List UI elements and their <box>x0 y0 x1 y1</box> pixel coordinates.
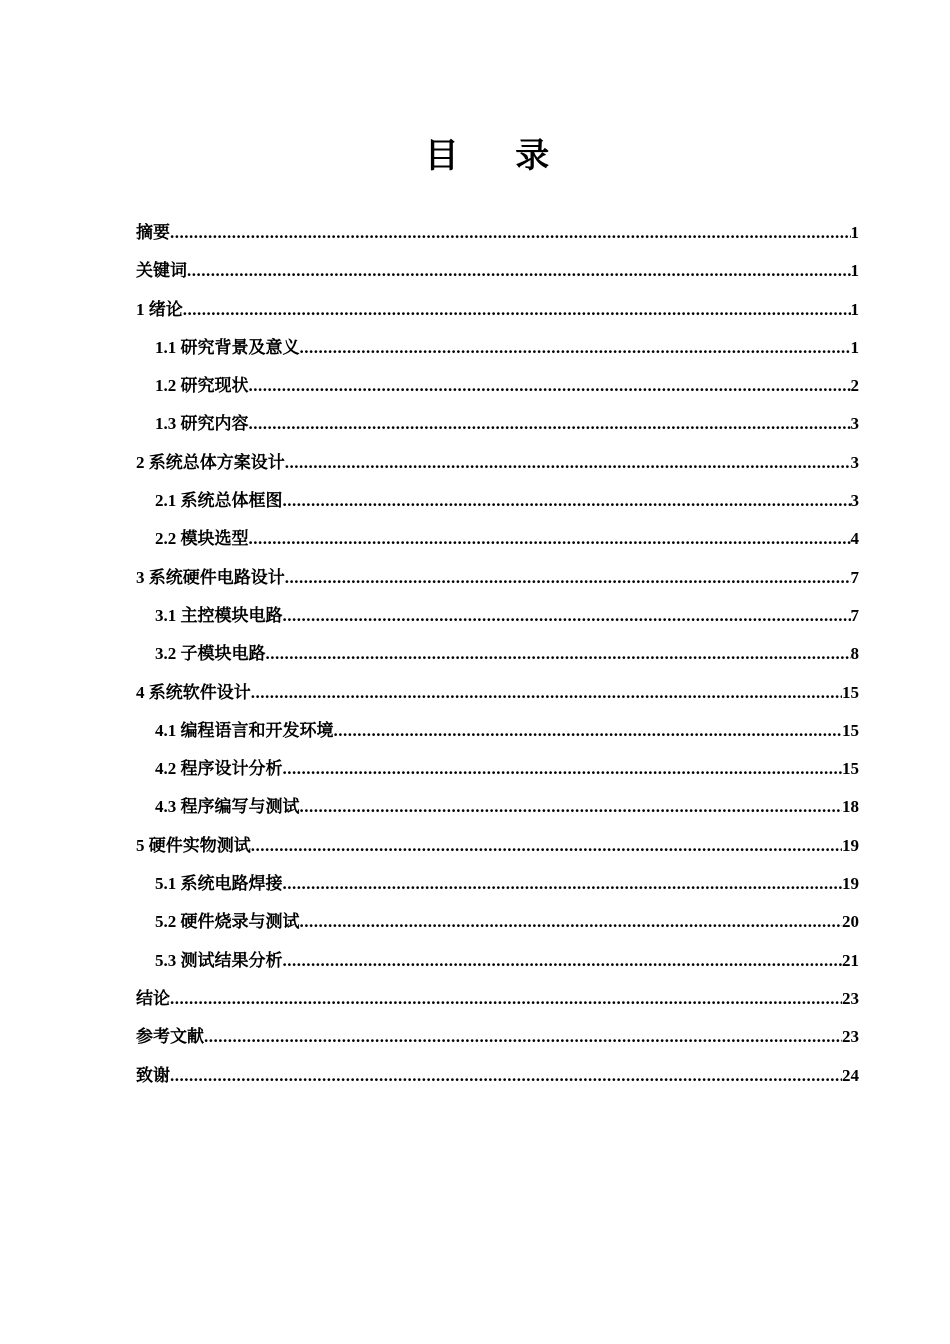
toc-entry-page: 19 <box>842 835 859 855</box>
toc-entry-page: 8 <box>850 644 859 664</box>
toc-entry[interactable] <box>136 482 859 520</box>
toc-entry[interactable] <box>136 252 859 290</box>
toc-entry-label: 4.2 程序设计分析 <box>155 759 283 779</box>
toc-dot-leader <box>204 1018 842 1056</box>
toc-entry-label: 结论 <box>136 988 170 1008</box>
toc-entry-page: 4 <box>850 529 859 549</box>
toc-entry-page: 15 <box>842 682 859 702</box>
toc-entry[interactable] <box>136 367 859 405</box>
toc-entry-page: 1 <box>850 223 859 242</box>
toc-entry[interactable] <box>136 827 859 865</box>
toc-entry-page: 7 <box>850 567 859 587</box>
toc-entry-page: 23 <box>842 988 859 1008</box>
toc-entry-page: 15 <box>842 720 859 740</box>
toc-entry-page: 18 <box>842 797 859 817</box>
toc-entry[interactable] <box>136 674 859 712</box>
toc-entry-label: 1 绪论 <box>136 299 183 319</box>
toc-entry-label: 5.1 系统电路焊接 <box>155 874 283 894</box>
toc-entry[interactable] <box>136 865 859 903</box>
toc-dot-leader <box>266 635 851 673</box>
toc-entry[interactable] <box>136 1057 859 1095</box>
toc-entry[interactable] <box>136 291 859 329</box>
table-of-contents <box>136 214 859 1095</box>
toc-dot-leader <box>187 252 851 290</box>
toc-entry[interactable] <box>136 635 859 673</box>
toc-dot-leader <box>283 865 843 903</box>
toc-dot-leader <box>283 482 851 520</box>
toc-entry-label: 4 系统软件设计 <box>136 682 251 702</box>
toc-dot-leader <box>283 597 851 635</box>
toc-dot-leader <box>183 291 851 329</box>
toc-entry[interactable] <box>136 903 859 941</box>
page-title: 目 录 <box>424 138 574 175</box>
toc-entry[interactable] <box>136 405 859 443</box>
toc-dot-leader <box>251 827 842 865</box>
toc-entry-page: 23 <box>842 1027 859 1047</box>
toc-entry[interactable] <box>136 788 859 826</box>
toc-entry-label: 1.2 研究现状 <box>155 376 249 396</box>
toc-entry[interactable] <box>136 214 859 252</box>
toc-dot-leader <box>300 329 851 367</box>
toc-dot-leader <box>249 367 851 405</box>
toc-entry-label: 4.1 编程语言和开发环境 <box>155 720 334 740</box>
toc-entry-label: 5.2 硬件烧录与测试 <box>155 912 300 932</box>
toc-entry-label: 3.2 子模块电路 <box>155 644 266 664</box>
toc-entry-label: 关键词 <box>136 261 187 281</box>
toc-entry[interactable] <box>136 329 859 367</box>
toc-entry-label: 3 系统硬件电路设计 <box>136 567 285 587</box>
toc-entry-page: 15 <box>842 759 859 779</box>
toc-entry-page: 20 <box>842 912 859 932</box>
toc-entry-label: 致谢 <box>136 1065 170 1085</box>
toc-entry[interactable] <box>136 520 859 558</box>
toc-entry-label: 2.1 系统总体框图 <box>155 491 283 511</box>
toc-entry-label: 1.3 研究内容 <box>155 414 249 434</box>
toc-entry-label: 4.3 程序编写与测试 <box>155 797 300 817</box>
toc-entry-page: 7 <box>850 605 859 625</box>
toc-entry-page: 3 <box>850 452 859 472</box>
toc-dot-leader <box>300 903 843 941</box>
toc-dot-leader <box>285 559 851 597</box>
toc-entry-page: 3 <box>850 491 859 511</box>
toc-dot-leader <box>300 788 843 826</box>
toc-entry[interactable] <box>136 559 859 597</box>
toc-dot-leader <box>283 750 843 788</box>
toc-entry[interactable] <box>136 597 859 635</box>
toc-dot-leader <box>249 405 851 443</box>
toc-dot-leader <box>285 444 851 482</box>
toc-dot-leader <box>170 1057 842 1095</box>
toc-entry-page: 1 <box>850 299 859 319</box>
toc-entry-page: 2 <box>850 376 859 396</box>
toc-dot-leader <box>249 520 851 558</box>
toc-dot-leader <box>283 942 843 980</box>
toc-dot-leader <box>334 712 843 750</box>
toc-entry-label: 参考文献 <box>136 1027 204 1047</box>
toc-entry[interactable] <box>136 1018 859 1056</box>
toc-dot-leader <box>170 214 851 252</box>
toc-entry-page: 19 <box>842 874 859 894</box>
toc-entry-label: 2 系统总体方案设计 <box>136 452 285 472</box>
toc-entry[interactable] <box>136 942 859 980</box>
toc-entry-label: 摘要 <box>136 223 170 242</box>
toc-dot-leader <box>170 980 842 1018</box>
toc-entry-label: 1.1 研究背景及意义 <box>155 337 300 357</box>
toc-entry[interactable] <box>136 750 859 788</box>
toc-entry[interactable] <box>136 980 859 1018</box>
toc-entry-page: 1 <box>850 337 859 357</box>
toc-entry-label: 5.3 测试结果分析 <box>155 950 283 970</box>
toc-entry-page: 21 <box>842 950 859 970</box>
toc-entry[interactable] <box>136 444 859 482</box>
toc-entry-label: 5 硬件实物测试 <box>136 835 251 855</box>
toc-entry-page: 3 <box>850 414 859 434</box>
toc-entry-label: 2.2 模块选型 <box>155 529 249 549</box>
toc-entry[interactable] <box>136 712 859 750</box>
toc-entry-page: 24 <box>842 1065 859 1085</box>
toc-dot-leader <box>251 674 842 712</box>
toc-entry-label: 3.1 主控模块电路 <box>155 605 283 625</box>
toc-entry-page: 1 <box>850 261 859 281</box>
